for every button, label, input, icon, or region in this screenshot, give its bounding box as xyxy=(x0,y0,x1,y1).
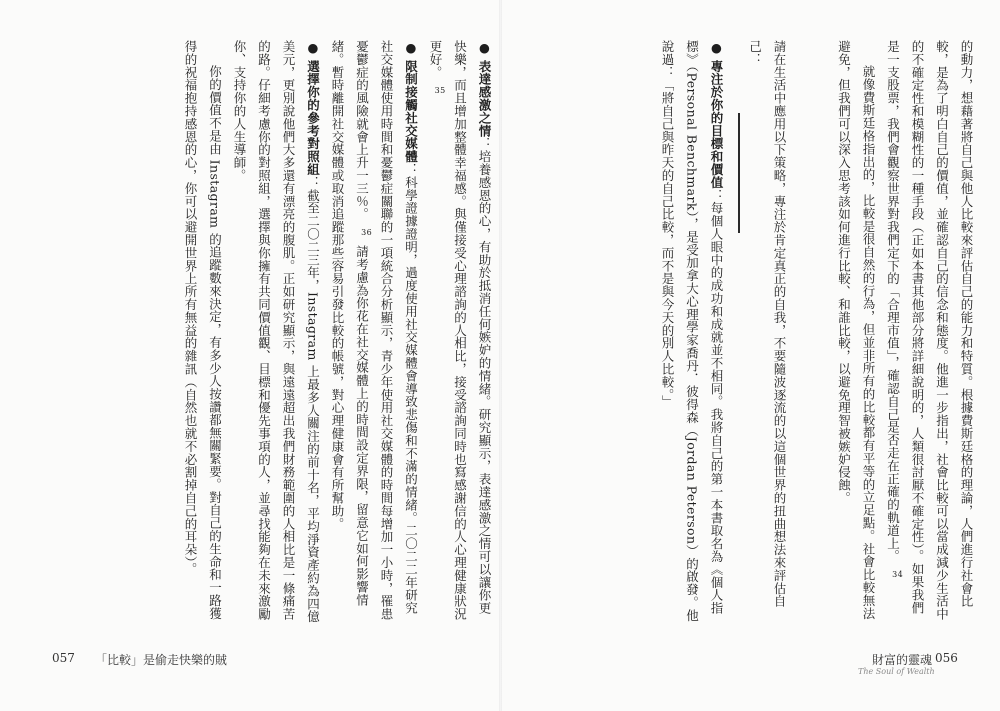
bullet-dot-icon: ● xyxy=(403,40,419,60)
bullet-text: ：培養感恩的心，有助於抵消任何嫉妒的情緒。研究顯示，表達感激之情可以讓你更快樂，而且增加整體幸福感。與僅接受心理諮詢的人相比，接受諮詢同時也寫感謝信的人心理健康狀況更好。 xyxy=(428,40,492,621)
running-title-right: 財富的靈魂 xyxy=(872,653,933,667)
bullet-title: 限制接觸社交媒體 xyxy=(403,59,419,163)
running-title-left: 「比較」是偷走快樂的賊 xyxy=(95,653,228,667)
right-page-body xyxy=(510,40,978,625)
running-subtitle-right: The Soul of Wealth xyxy=(858,667,935,676)
bullet-dot-icon: ● xyxy=(477,40,492,60)
bullet-dot-icon: ● xyxy=(709,40,724,60)
section-divider-rule xyxy=(738,113,740,233)
footnote-marker: 36 xyxy=(361,227,373,237)
bullet-text-continued: 請考慮為你花在社交媒體上的時間設定界限，留意它如何影響情緒。暫時離開社交媒體或取消追蹤那些容易引發比較的帳號，對心理健康會有所幫助。 xyxy=(330,40,370,607)
bullet-text: ：科學證據證明，過度使用社交媒體會導致悲傷和不滿的情緒。二〇二二年研究社交媒體使用時間和憂鬱症關聯的一項統合分析顯示，青少年使用社交媒體的時間每增加一小時，罹患憂鬱症的風險就會上升一三％。 xyxy=(354,40,419,621)
closing-paragraph: 你的價值不是由 Instagram 的追蹤數來決定，有多少人按讚都無關緊要。對自己的生命和一路獲得的祝福抱持感恩的心，你可以避開世界上所有無益的雜訊（自然也就不必割掉自己的耳朵）。 xyxy=(183,40,223,620)
right-paragraph-3: 請在生活中應用以下策略，專注於肯定真正的自我，不要隨波逐流的以這個世界的扭曲想法來評估自己： xyxy=(747,40,787,608)
book-gutter xyxy=(499,0,502,711)
bullet-text: ：每個人眼中的成功和成就並不相同。我將自己的第一本書取名為《個人指標》（Personal Benchmark），是受加拿大心理學家喬丹．彼得森（Jordan Peterson）的啟發。他說過：「將自己與昨天的自己比較，而不是與今天的別人比較。」 xyxy=(660,40,724,622)
left-page-body xyxy=(24,40,496,625)
right-paragraph-1: 的動力，想藉著將自己與他人比較來評估自己的能力和特質。根據費斯廷格的理論，人們進行社會比較，是為了明白自己的價值，並確認自己的信念和態度。他進一步指出，社會比較可以當成減少生活中的不確定性和模糊性的一種手段（正如本書其他部分將詳細說明的，人類很討厭不確定性）。如果我們是一支股票，我們會觀察世界對我們定下的「合理市值」，確認自己是否走在正確的軌道上。$^{34}$ xyxy=(885,40,974,621)
footnote-marker: 34 xyxy=(892,569,904,579)
page-number-left: 057 xyxy=(52,651,75,665)
bullet-title: 選擇你的參考對照組 xyxy=(305,59,321,176)
page-number-right: 056 xyxy=(935,651,958,665)
bullet-dot-icon: ● xyxy=(305,40,321,60)
right-paragraph-2: 就像費斯廷格指出的，比較是很自然的行為，但並非所有的比較都有平等的立足點。社會比較無法避免，但我們可以深入思考該如何進行比較、和誰比較，以避免理智被嫉妒侵蝕。 xyxy=(836,40,876,620)
footnote-marker: 35 xyxy=(434,85,446,95)
bullet-title: 專注於你的目標和價值 xyxy=(709,59,724,189)
bullet-limit-social-media xyxy=(325,40,423,625)
bullet-focus-goals xyxy=(655,40,729,625)
bullet-text: ：截至二〇二三年，Instagram 上最多人關注的前十名，平均淨資產約為四億美元，更別說他們大多還有漂亮的腹肌。正如研究顯示，與遠遠超出我們財務範圍的人相比是一條痛苦的路。仔細考慮你的對照組，選擇與你擁有共同價值觀、目標和優先事項的人，並尋找能夠在未來激勵你、支持你的人生導師。 xyxy=(232,40,321,624)
bullet-reference-group xyxy=(227,40,325,625)
bullet-title: 表達感激之情 xyxy=(477,59,492,138)
bullet-gratitude xyxy=(423,40,497,625)
